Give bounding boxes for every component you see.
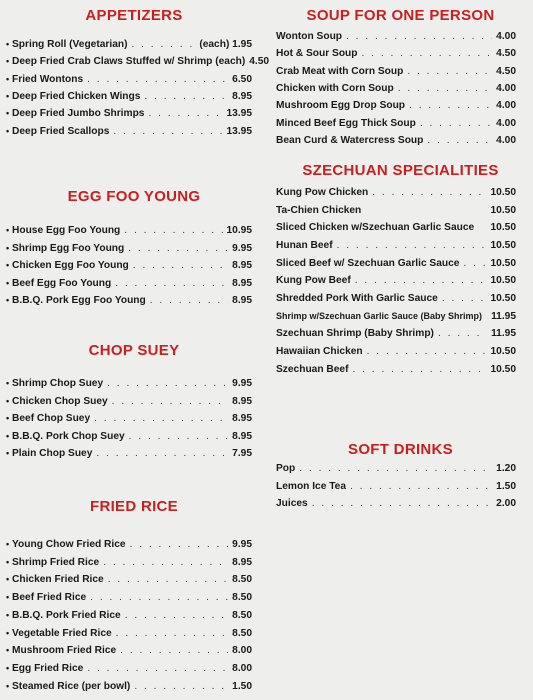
item-name: Hawaiian Chicken <box>276 345 363 357</box>
dot-leader <box>463 258 486 269</box>
menu-item-plain-chop-suey <box>6 448 252 462</box>
menu-item-chicken-chop-suey <box>6 396 252 410</box>
item-price: 7.95 <box>232 448 252 460</box>
section-heading: APPETIZERS <box>85 7 183 24</box>
item-name: B.B.Q. Pork Chop Suey <box>12 430 125 442</box>
item-name: Vegetable Fried Rice <box>12 627 112 639</box>
menu-item-beef-fried-rice <box>6 592 252 606</box>
item-name: B.B.Q. Pork Egg Foo Young <box>12 295 146 307</box>
item-name: Hunan Beef <box>276 239 333 251</box>
bullet-icon: • <box>6 277 10 288</box>
menu-item-mushroom-egg-drop-soup <box>276 100 516 114</box>
menu-item-szechuan-beef <box>276 364 516 378</box>
item-name: Bean Curd & Watercress Soup <box>276 134 424 146</box>
dot-leader <box>372 187 486 198</box>
item-price: 10.50 <box>490 275 516 287</box>
menu-item-vegetable-fried-rice <box>6 628 252 642</box>
menu-item-shrimp-fried-rice <box>6 557 252 571</box>
dot-leader <box>94 413 228 424</box>
item-name: Plain Chop Suey <box>12 448 93 460</box>
item-price: 10.50 <box>490 222 516 234</box>
item-price: 4.50 <box>496 65 516 77</box>
item-price: 2.00 <box>496 498 516 509</box>
item-price: 6.50 <box>232 73 252 85</box>
item-price: (each) 1.95 <box>199 39 252 50</box>
menu-item-shrimp-egg-foo-young <box>6 243 252 257</box>
item-name: Shredded Pork With Garlic Sauce <box>276 292 438 304</box>
item-price: 10.50 <box>490 204 516 216</box>
bullet-icon: • <box>6 73 10 84</box>
bullet-icon: • <box>6 680 10 691</box>
item-name: Sliced Chicken w/Szechuan Garlic Sauce <box>276 222 475 234</box>
item-name: Beef Egg Foo Young <box>12 277 112 289</box>
section-heading: SOFT DRINKS <box>348 441 453 458</box>
item-price: 13.95 <box>226 108 252 120</box>
bullet-icon: • <box>6 395 10 406</box>
dot-leader <box>87 663 228 674</box>
item-name: Lemon Ice Tea <box>276 480 347 492</box>
menu-item-bean-curd-watercress-soup <box>276 135 516 149</box>
item-name: Shrimp Fried Rice <box>12 556 100 568</box>
dot-leader <box>87 74 228 85</box>
item-price: 8.95 <box>232 395 252 407</box>
bullet-icon: • <box>6 430 10 441</box>
item-price: 10.95 <box>226 225 252 236</box>
item-price: 10.50 <box>490 345 516 357</box>
bullet-icon: • <box>6 556 10 567</box>
item-price: 11.95 <box>491 328 516 340</box>
menu-item-sliced-beef-w-szechuan-garlic-sauce <box>276 258 516 272</box>
item-name: Juices <box>276 498 308 509</box>
item-price: 4.00 <box>496 117 516 129</box>
dot-leader <box>409 100 492 111</box>
menu-item-hawaiian-chicken <box>276 346 516 360</box>
section-heading: EGG FOO YOUNG <box>67 188 201 205</box>
menu-item-hot-sour-soup <box>276 48 516 62</box>
dot-leader <box>108 574 228 585</box>
item-name: Hot & Sour Soup <box>276 48 358 60</box>
item-price: 8.50 <box>232 574 252 586</box>
menu-item-shrimp-chop-suey <box>6 378 252 392</box>
menu-item-fried-wontons <box>6 74 252 88</box>
menu-item-deep-fried-chicken-wings <box>6 91 252 105</box>
dot-leader <box>352 364 486 375</box>
item-name: Minced Beef Egg Thick Soup <box>276 117 416 129</box>
dot-leader <box>355 275 487 286</box>
dot-leader <box>438 328 487 339</box>
dot-leader <box>115 278 228 289</box>
dot-leader <box>124 225 222 236</box>
item-price: 8.95 <box>232 295 252 307</box>
item-name: Shrimp Egg Foo Young <box>12 242 125 254</box>
item-name: Chicken Fried Rice <box>12 574 104 586</box>
menu-item-spring-roll-vegetarian <box>6 39 252 53</box>
item-price: 9.95 <box>232 378 252 389</box>
item-price: 10.50 <box>490 292 516 304</box>
item-price: 10.50 <box>490 239 516 251</box>
menu-item-minced-beef-egg-thick-soup <box>276 118 516 132</box>
item-price: 13.95 <box>226 125 252 137</box>
item-price: 4.00 <box>496 100 516 112</box>
item-price: 8.50 <box>232 627 252 639</box>
item-price: 1.50 <box>496 480 516 492</box>
bullet-icon: • <box>6 260 10 271</box>
bullet-icon: • <box>6 662 10 673</box>
bullet-icon: • <box>6 295 10 306</box>
item-price: 10.50 <box>490 257 516 269</box>
bullet-icon: • <box>6 56 10 67</box>
menu-item-crab-meat-with-corn-soup <box>276 66 516 80</box>
item-name: Beef Chop Suey <box>12 413 91 425</box>
item-price: 8.95 <box>232 556 252 568</box>
dot-leader <box>129 431 229 442</box>
section-heading: FRIED RICE <box>89 498 178 515</box>
menu-item-deep-fried-jumbo-shrimps <box>6 108 252 122</box>
bullet-icon: • <box>6 39 10 49</box>
dot-leader <box>103 557 228 568</box>
dot-leader <box>148 108 222 119</box>
bullet-icon: • <box>6 125 10 136</box>
item-name: Mushroom Egg Drop Soup <box>276 100 406 112</box>
dot-leader <box>398 83 492 94</box>
menu-item-shrimp-w-szechuan-garlic-sauce-baby-shrimp <box>276 311 516 325</box>
item-price: 10.50 <box>490 363 516 375</box>
item-name: Kung Pow Beef <box>276 275 351 287</box>
menu-item-kung-pow-chicken <box>276 187 516 201</box>
bullet-icon: • <box>6 413 10 424</box>
item-price: 1.20 <box>496 463 516 474</box>
menu-item-lemon-ice-tea <box>276 481 516 495</box>
item-price: 8.95 <box>232 90 252 102</box>
dot-leader <box>299 463 492 474</box>
menu-item-deep-fried-scallops <box>6 126 252 140</box>
menu-item-young-chow-fried-rice <box>6 539 252 553</box>
dot-leader <box>350 481 492 492</box>
item-name: Ta-Chien Chicken <box>276 204 362 216</box>
item-name: Deep Fried Crab Claws Stuffed w/ Shrimp (each) <box>12 56 246 68</box>
item-price: 8.50 <box>232 592 252 604</box>
menu-item-chicken-fried-rice <box>6 574 252 588</box>
dot-leader <box>125 610 228 621</box>
menu-item-hunan-beef <box>276 240 516 254</box>
item-price: 4.50 <box>249 56 270 68</box>
dot-leader <box>113 126 222 137</box>
menu-item-b-b-q-pork-fried-rice <box>6 610 252 624</box>
dot-leader <box>133 260 228 271</box>
dot-leader <box>150 295 228 306</box>
item-price: 8.95 <box>232 277 252 289</box>
item-name: Beef Fried Rice <box>12 592 87 604</box>
item-price: 8.50 <box>232 609 252 621</box>
bullet-icon: • <box>6 225 10 235</box>
item-price: 8.95 <box>232 260 252 272</box>
item-name: Szechuan Shrimp (Baby Shrimp) <box>276 328 434 340</box>
item-name: Fried Wontons <box>12 73 84 85</box>
menu-item-chicken-with-corn-soup <box>276 83 516 97</box>
item-price: 9.95 <box>232 242 252 254</box>
menu-item-chicken-egg-foo-young <box>6 260 252 274</box>
dot-leader <box>362 48 493 59</box>
bullet-icon: • <box>6 609 10 620</box>
menu-item-mushroom-fried-rice <box>6 645 252 659</box>
dot-leader <box>128 243 228 254</box>
bullet-icon: • <box>6 627 10 638</box>
dot-leader <box>367 346 487 357</box>
menu-item-kung-pow-beef <box>276 275 516 289</box>
item-name: Shrimp w/Szechuan Garlic Sauce (Baby Shrimp) <box>276 310 483 321</box>
menu-item-steamed-rice-per-bowl <box>6 681 252 695</box>
menu-item-pop <box>276 463 516 477</box>
item-name: Kung Pow Chicken <box>276 187 369 198</box>
item-price: 8.00 <box>232 662 252 674</box>
item-price: 8.00 <box>232 645 252 657</box>
dot-leader <box>346 31 492 42</box>
item-name: House Egg Foo Young <box>12 225 121 236</box>
item-name: Sliced Beef w/ Szechuan Garlic Sauce <box>276 257 460 269</box>
dot-leader <box>131 39 195 50</box>
dot-leader <box>427 135 492 146</box>
item-price: 10.50 <box>490 187 516 198</box>
item-name: Deep Fried Scallops <box>12 125 110 137</box>
item-name: Pop <box>276 463 296 474</box>
dot-leader <box>312 498 492 509</box>
item-price: 4.50 <box>496 48 516 60</box>
dot-leader <box>107 378 228 389</box>
bullet-icon: • <box>6 242 10 253</box>
item-name: Steamed Rice (per bowl) <box>12 680 131 692</box>
item-price: 8.95 <box>232 413 252 425</box>
menu-item-wonton-soup <box>276 31 516 45</box>
item-name: Young Chow Fried Rice <box>12 539 126 550</box>
item-name: Chicken Chop Suey <box>12 395 108 407</box>
menu-item-beef-chop-suey <box>6 413 252 427</box>
bullet-icon: • <box>6 90 10 101</box>
menu-item-deep-fried-crab-claws-stuffed-w-shrimp-each <box>6 56 270 70</box>
bullet-icon: • <box>6 448 10 459</box>
dot-leader <box>144 91 228 102</box>
item-price: 4.00 <box>496 31 516 42</box>
item-price: 4.00 <box>496 134 516 146</box>
menu-item-egg-fried-rice <box>6 663 252 677</box>
item-name: Mushroom Fried Rice <box>12 645 117 657</box>
menu-item-b-b-q-pork-chop-suey <box>6 431 252 445</box>
dot-leader <box>130 539 229 550</box>
dot-leader <box>407 66 492 77</box>
menu-item-shredded-pork-with-garlic-sauce <box>276 293 516 307</box>
item-name: Wonton Soup <box>276 31 343 42</box>
item-price: 4.00 <box>496 82 516 94</box>
dot-leader <box>116 628 229 639</box>
item-price: 1.50 <box>232 680 252 692</box>
menu-item-szechuan-shrimp-baby-shrimp <box>276 328 516 342</box>
dot-leader <box>120 645 228 656</box>
dot-leader <box>420 118 492 129</box>
bullet-icon: • <box>6 108 10 119</box>
item-price: 9.95 <box>232 539 252 550</box>
bullet-icon: • <box>6 539 10 549</box>
dot-leader <box>112 396 229 407</box>
dot-leader <box>442 293 487 304</box>
item-name: Shrimp Chop Suey <box>12 378 104 389</box>
bullet-icon: • <box>6 378 10 388</box>
item-name: Deep Fried Chicken Wings <box>12 90 141 102</box>
bullet-icon: • <box>6 574 10 585</box>
item-name: Deep Fried Jumbo Shrimps <box>12 108 145 120</box>
dot-leader <box>337 240 487 251</box>
menu-item-sliced-chicken-w-szechuan-garlic-sauce <box>276 222 516 236</box>
menu-item-ta-chien-chicken <box>276 205 516 219</box>
menu-item-beef-egg-foo-young <box>6 278 252 292</box>
section-heading: SZECHUAN SPECIALITIES <box>302 162 499 179</box>
menu-item-b-b-q-pork-egg-foo-young <box>6 295 252 309</box>
item-name: Szechuan Beef <box>276 363 349 375</box>
item-name: Chicken Egg Foo Young <box>12 260 129 272</box>
bullet-icon: • <box>6 592 10 603</box>
item-name: Crab Meat with Corn Soup <box>276 65 404 77</box>
menu-item-juices <box>276 498 516 512</box>
item-name: B.B.Q. Pork Fried Rice <box>12 609 121 621</box>
dot-leader <box>90 592 228 603</box>
dot-leader <box>96 448 228 459</box>
dot-leader <box>134 681 228 692</box>
item-name: Spring Roll (Vegetarian) <box>12 39 128 50</box>
menu-item-house-egg-foo-young <box>6 225 252 239</box>
item-name: Chicken with Corn Soup <box>276 82 394 94</box>
section-heading: CHOP SUEY <box>88 342 180 359</box>
item-price: 11.95 <box>491 310 516 322</box>
section-heading: SOUP FOR ONE PERSON <box>306 7 495 24</box>
item-price: 8.95 <box>232 430 252 442</box>
bullet-icon: • <box>6 645 10 656</box>
item-name: Egg Fried Rice <box>12 662 84 674</box>
